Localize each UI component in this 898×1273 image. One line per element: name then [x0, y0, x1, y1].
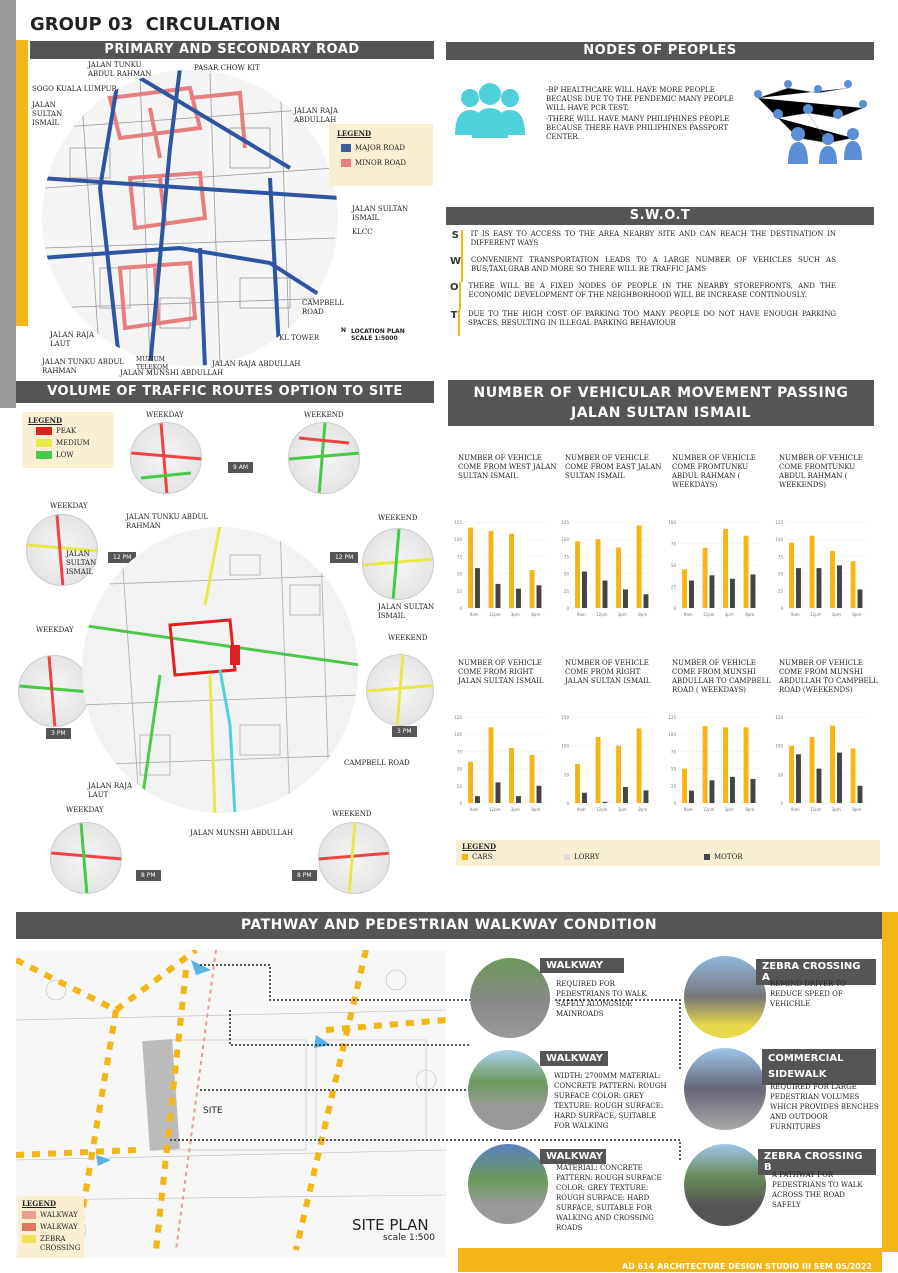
bar-cars-12pm [596, 737, 601, 803]
photo-zebra-b [684, 1144, 766, 1226]
y-tick-label: 50 [456, 571, 462, 577]
x-tick-label: 12pm [809, 612, 822, 617]
bar-motor-8pm [858, 786, 863, 803]
bar-cars-8pm [851, 749, 856, 803]
y-tick-label: 0 [673, 606, 676, 611]
photo-zebra-a [684, 956, 766, 1038]
volume-legend: LEGEND PEAK MEDIUM LOW [22, 412, 114, 468]
swot-item-t: T DUE TO THE HIGH COST OF PARKING TOO MANY PEOPLE DO NOT HAVE ENOUGH PARKING SPACES, RESULTING IN ILLEGAL PARKING BEHAVIOUR [450, 310, 836, 336]
x-tick-label: 12pm [595, 612, 608, 617]
label-jsi-left: JALAN SULTAN ISMAIL [32, 101, 63, 127]
x-tick-label: 3pm [510, 807, 520, 812]
bar-motor-8pm [537, 786, 542, 803]
people-icon [450, 80, 530, 140]
y-tick-label: 100 [561, 743, 569, 749]
bar-motor-3pm [516, 589, 521, 608]
left-yellow-strip [16, 40, 28, 326]
bar-motor-9am [475, 568, 480, 608]
x-tick-label: 12pm [702, 612, 715, 617]
traffic-map [80, 525, 360, 815]
bar-motor-9am [796, 754, 801, 803]
bar-motor-12pm [817, 769, 822, 803]
x-tick-label: 8pm [745, 807, 755, 812]
x-tick-label: 3pm [831, 612, 841, 617]
y-tick-label: 25 [456, 588, 462, 594]
label-raja-laut: JALAN RAJA LAUT [50, 331, 95, 348]
footer-text: AD 614 ARCHITECTURE DESIGN STUDIO III SEM 05/2022 [622, 1262, 872, 1271]
road-legend [329, 124, 433, 186]
swot-item-w: W CONVENIENT TRANSPORTATION LEADS TO A LARGE NUMBER OF VEHICLES SUCH AS BUS,TAXI,GRAB AND MORE SO THERE WILL BE TRAFFIC JAMS [450, 256, 836, 282]
y-tick-label: 0 [459, 606, 462, 611]
x-tick-label: 9am [683, 612, 693, 617]
chart-plot [452, 713, 548, 813]
y-tick-label: 75 [670, 749, 676, 755]
chart-title: NUMBER OF VEHICLE COME FROM MUNSHI ABDULLAH TO CAMPBELL ROAD (WEEKENDS) [779, 659, 878, 694]
label-muzium: MUZIUM TELEKOM [136, 356, 169, 371]
bar-cars-8pm [637, 728, 642, 803]
bar-cars-3pm [616, 547, 621, 608]
walkway-3-title: WALKWAY [540, 1149, 606, 1164]
bar-motor-12pm [603, 580, 608, 608]
bar-motor-9am [582, 572, 587, 608]
road-legend-title: LEGEND [337, 129, 372, 138]
bar-motor-3pm [837, 565, 842, 608]
bar-cars-3pm [509, 534, 514, 608]
commercial-desc: REQUIRED FOR LARGE PEDESTRIAN VOLUMES WHICH PROVIDES BENCHES AND OUTDOOR FURNITURES [770, 1083, 879, 1131]
chart-title: NUMBER OF VEHICLE COME FROM EAST JALAN SULTAN ISMAIL [565, 454, 662, 480]
bar-motor-9am [689, 791, 694, 803]
legend-lorry: LORRY [564, 853, 599, 862]
vehicle-chart-2 [561, 454, 664, 649]
legend-peak: PEAK [36, 427, 108, 436]
y-tick-label: 0 [459, 801, 462, 806]
bar-motor-12pm [496, 782, 501, 803]
walkway-2-desc: WIDTH: 2700MM MATERIAL: CONCRETE PATTERN: ROUGH SURFACE COLOR: GREY TEXTURE: ROUGH SURFACE: HARD SURFACE, SUITABLE FOR WALKING [554, 1072, 667, 1130]
bar-cars-3pm [830, 726, 835, 803]
bar-motor-9am [689, 580, 694, 608]
photo-commercial [684, 1048, 766, 1130]
y-tick-label: 125 [454, 715, 462, 720]
weekday-label-12pm: WEEKDAY [50, 502, 88, 510]
walkway-1-desc: REQUIRED FOR PEDESTRIANS TO WALK SAFELY ALONGSIDE MAINROADS [556, 980, 647, 1018]
bar-cars-9am [468, 762, 473, 803]
y-tick-label: 125 [668, 715, 676, 720]
bar-motor-3pm [837, 753, 842, 803]
bar-motor-9am [475, 796, 480, 803]
weekend-label-3pm: WEEKEND [388, 634, 428, 642]
chart-title: NUMBER OF VEHICLE COME FROM WEST JALAN SULTAN ISMAIL [458, 454, 557, 480]
x-tick-label: 9am [576, 807, 586, 812]
y-tick-label: 125 [775, 520, 783, 525]
vehicle-chart-7 [668, 659, 771, 854]
vol-label-tar: JALAN TUNKU ABDUL RAHMAN [126, 513, 209, 530]
swot-list [450, 230, 836, 336]
bar-motor-8pm [751, 779, 756, 803]
right-yellow-strip [882, 912, 898, 1252]
time-8pm-left: 8 PM [136, 870, 161, 881]
y-tick-label: 50 [563, 571, 569, 577]
y-tick-label: 75 [563, 554, 569, 560]
label-kl-tower: KL TOWER [279, 334, 320, 342]
label-jsi-right: JALAN SULTAN ISMAIL [352, 205, 409, 222]
time-8pm-right: 8 PM [292, 870, 317, 881]
y-tick-label: 75 [456, 749, 462, 755]
walkway-2-title: WALKWAY [540, 1051, 608, 1066]
vehicle-chart-1 [454, 454, 557, 649]
chart-title: NUMBER OF VEHICLE COME FROM RIGHT JALAN SULTAN ISMAIL [565, 659, 651, 685]
bar-motor-8pm [537, 585, 542, 608]
label-raja-abdullah: JALAN RAJA ABDULLAH [294, 107, 339, 124]
y-tick-label: 50 [777, 571, 783, 577]
weekend-label-12pm: WEEKEND [378, 514, 418, 522]
bar-motor-3pm [730, 777, 735, 803]
vehicle-chart-5 [454, 659, 557, 854]
legend-minor: MINOR ROAD [341, 159, 425, 168]
swot-title: S.W.O.T [446, 207, 874, 225]
bar-cars-8pm [744, 727, 749, 803]
vol-label-munshi: JALAN MUNSHI ABDULLAH [190, 829, 294, 837]
bar-motor-8pm [644, 790, 649, 803]
bar-cars-3pm [509, 748, 514, 803]
x-tick-label: 8pm [531, 612, 541, 617]
label-tar: JALAN TUNKU ABDUL RAHMAN [88, 61, 152, 78]
walkway-1-title: WALKWAY [540, 958, 624, 973]
time-3pm-left: 3 PM [46, 728, 71, 739]
x-tick-label: 12pm [488, 807, 501, 812]
map-weekday-9am [130, 422, 202, 494]
y-tick-label: 100 [454, 537, 462, 543]
bar-cars-12pm [810, 737, 815, 803]
chart-title: NUMBER OF VEHICLE COME FROMTUNKU ABDUL RAHMAN ( WEEKDAYS) [672, 454, 756, 489]
bar-motor-12pm [496, 584, 501, 608]
bar-cars-3pm [723, 727, 728, 803]
vol-label-jsi-left: JALAN SULTAN ISMAIL [66, 550, 97, 576]
x-tick-label: 12pm [809, 807, 822, 812]
y-tick-label: 75 [670, 541, 676, 547]
bar-cars-9am [789, 543, 794, 608]
nodes-desc-2: -THERE WILL HAVE MANY PHILIPHINES PEOPLE BECAUSE THERE HAVE PHILIPHINES PASSPORT CENTER. [546, 115, 730, 141]
time-9am: 9 AM [228, 462, 253, 473]
x-tick-label: 3pm [617, 807, 627, 812]
bar-cars-9am [682, 769, 687, 803]
zebra-a-title: ZEBRA CROSSING A [756, 959, 876, 985]
chart-plot [559, 713, 655, 813]
weekday-label-8pm: WEEKDAY [66, 806, 104, 814]
label-munshi: JALAN MUNSHI ABDULLAH [120, 369, 224, 377]
bar-cars-9am [575, 764, 580, 803]
x-tick-label: 8pm [638, 807, 648, 812]
vehicular-legend: LEGEND CARS LORRY MOTOR [456, 840, 880, 866]
legend-medium: MEDIUM [36, 439, 108, 448]
y-tick-label: 75 [777, 554, 783, 560]
label-raja-abd-bottom: JALAN RAJA ABDULLAH [212, 360, 301, 368]
bar-cars-8pm [637, 525, 642, 608]
bar-cars-12pm [596, 539, 601, 608]
vol-label-jsi-right: JALAN SULTAN ISMAIL [378, 603, 435, 620]
y-tick-label: 100 [668, 732, 676, 738]
chart-plot [666, 518, 762, 618]
map-weekday-8pm [50, 822, 122, 894]
bar-motor-3pm [623, 787, 628, 803]
weekend-label-8pm: WEEKEND [332, 810, 372, 818]
group-title: GROUP 03 CIRCULATION [30, 14, 281, 35]
map-weekend-12pm [362, 528, 434, 600]
x-tick-label: 8pm [745, 612, 755, 617]
volume-title: VOLUME OF TRAFFIC ROUTES OPTION TO SITE [16, 381, 434, 403]
x-tick-label: 3pm [724, 807, 734, 812]
legend-walk2: WALKWAY [22, 1223, 80, 1232]
x-tick-label: 8pm [531, 807, 541, 812]
x-tick-label: 9am [469, 612, 479, 617]
vol-label-raja-laut: JALAN RAJA LAUT [88, 782, 133, 799]
y-tick-label: 100 [668, 520, 676, 525]
y-tick-label: 0 [673, 801, 676, 806]
y-tick-label: 0 [566, 801, 569, 806]
footer-bar [458, 1248, 882, 1272]
bar-motor-12pm [817, 568, 822, 608]
time-3pm-right: 3 PM [392, 726, 417, 737]
bar-cars-3pm [616, 746, 621, 803]
x-tick-label: 9am [683, 807, 693, 812]
x-tick-label: 8pm [852, 807, 862, 812]
bar-cars-9am [789, 746, 794, 803]
weekday-label-9am: WEEKDAY [146, 411, 184, 419]
x-tick-label: 9am [469, 807, 479, 812]
chart-title: NUMBER OF VEHICLE COME FROM MUNSHI ABDULLAH TO CAMPBELL ROAD ( WEEKDAYS) [672, 659, 771, 694]
vehicle-chart-8 [775, 659, 878, 854]
x-tick-label: 12pm [702, 807, 715, 812]
pathway-legend: LEGEND WALKWAY WALKWAY ZEBRA CROSSING [18, 1196, 84, 1258]
site-label: SITE [203, 1106, 223, 1116]
label-tar-bottom: JALAN TUNKU ABDUL RAHMAN [42, 358, 125, 375]
y-tick-label: 100 [775, 537, 783, 543]
y-tick-label: 125 [561, 520, 569, 525]
y-tick-label: 25 [563, 588, 569, 594]
chart-plot [452, 518, 548, 618]
zebra-b-title: ZEBRA CROSSING B [758, 1149, 876, 1175]
weekday-label-3pm: WEEKDAY [36, 626, 74, 634]
bar-cars-12pm [703, 548, 708, 608]
walkway-3-desc: MATERIAL: CONCRETE PATTERN: ROUGH SURFACE COLOR: GREY TEXTURE: ROUGH SURFACE: HARD SURFACE, SUITABLE FOR WALKING AND CROSSING ROADS [556, 1164, 662, 1232]
bar-cars-9am [682, 569, 687, 608]
bar-motor-9am [796, 568, 801, 608]
y-tick-label: 25 [777, 588, 783, 594]
bar-motor-8pm [751, 574, 756, 608]
chart-plot [559, 518, 655, 618]
y-tick-label: 0 [780, 801, 783, 806]
bar-motor-12pm [710, 575, 715, 608]
y-tick-label: 0 [780, 606, 783, 611]
legend-cars: CARS [462, 853, 492, 862]
y-tick-label: 100 [561, 537, 569, 543]
bar-cars-12pm [489, 727, 494, 803]
x-tick-label: 3pm [510, 612, 520, 617]
label-sogo: SOGO KUALA LUMPUR [32, 85, 117, 93]
swot-item-s: S IT IS EASY TO ACCESS TO THE AREA NEARBY SITE AND CAN REACH THE DESTINATION IN DIFFERENT WAYS [450, 230, 836, 256]
bar-cars-3pm [723, 529, 728, 608]
y-tick-label: 50 [670, 766, 676, 772]
label-pasar-chow-kit: PASAR CHOW KIT [194, 64, 260, 72]
bar-cars-8pm [744, 536, 749, 608]
x-tick-label: 8pm [852, 612, 862, 617]
legend-zebra: ZEBRA CROSSING [22, 1235, 80, 1253]
y-tick-label: 100 [775, 743, 783, 749]
y-tick-label: 50 [456, 766, 462, 772]
chart-title: NUMBER OF VEHICLE COME FROMTUNKU ABDUL RAHMAN ( WEEKENDS) [779, 454, 863, 489]
label-klcc: KLCC [352, 228, 373, 236]
y-tick-label: 150 [561, 715, 569, 720]
time-12pm-left: 12 PM [108, 552, 136, 563]
legend-motor: MOTOR [704, 853, 743, 862]
y-tick-label: 50 [563, 772, 569, 778]
bar-motor-8pm [858, 589, 863, 608]
legend-low: LOW [36, 451, 108, 460]
north-arrow: N [341, 327, 347, 334]
map-weekend-8pm [318, 822, 390, 894]
bar-cars-8pm [851, 561, 856, 608]
legend-walk1: WALKWAY [22, 1211, 80, 1220]
x-tick-label: 9am [790, 807, 800, 812]
x-tick-label: 9am [790, 612, 800, 617]
map-weekend-9am [288, 422, 360, 494]
photo-walkway-2 [468, 1050, 548, 1130]
chart-title: NUMBER OF VEHICLE COME FROM RIGHT JALAN SULTAN ISMAIL [458, 659, 544, 685]
pathway-title: PATHWAY AND PEDESTRIAN WALKWAY CONDITION [16, 912, 882, 939]
swot-item-o: O THERE WILL BE A FIXED NODES OF PEOPLE IN THE NEARBY STOREFRONTS, AND THE ECONOMIC DEVELOPMENT OF THE NEIGHBORHOOD WILL BE INCREASE CONTINOUSLY. [450, 282, 836, 310]
chart-area [448, 440, 878, 830]
bar-motor-3pm [730, 579, 735, 608]
x-tick-label: 3pm [724, 612, 734, 617]
vehicle-chart-6 [561, 659, 664, 854]
vehicular-title: NUMBER OF VEHICULAR MOVEMENT PASSING JALAN SULTAN ISMAIL [448, 380, 874, 426]
chart-plot [666, 713, 762, 813]
bar-cars-9am [468, 528, 473, 608]
y-tick-label: 50 [670, 563, 676, 568]
x-tick-label: 3pm [831, 807, 841, 812]
bar-cars-12pm [703, 726, 708, 803]
y-tick-label: 25 [670, 584, 676, 590]
bar-motor-12pm [710, 780, 715, 803]
zebra-a-desc: REMIND DRIVER TO REDUCE SPEED OF VEHICHLE [770, 980, 846, 1008]
photo-walkway-3 [468, 1144, 548, 1224]
bar-cars-9am [575, 541, 580, 608]
y-tick-label: 25 [456, 783, 462, 789]
roads-section-title: PRIMARY AND SECONDARY ROAD [30, 41, 434, 59]
nodes-title: NODES OF PEOPLES [446, 42, 874, 60]
y-tick-label: 50 [777, 772, 783, 778]
y-tick-label: 125 [454, 520, 462, 525]
x-tick-label: 9am [576, 612, 586, 617]
y-tick-label: 0 [566, 606, 569, 611]
weekend-label-9am: WEEKEND [304, 411, 344, 419]
bar-cars-8pm [530, 570, 535, 608]
zebra-b-desc: A PATHWAY FOR PEDESTRIANS TO WALK ACROSS THE ROAD SAFELY [772, 1171, 863, 1209]
location-plan: N LOCATION PLAN SCALE 1:5000 [341, 327, 405, 342]
y-tick-label: 25 [670, 783, 676, 789]
vehicle-chart-3 [668, 454, 771, 649]
x-tick-label: 12pm [595, 807, 608, 812]
time-12pm-right: 12 PM [330, 552, 358, 563]
network-people-icon [748, 78, 874, 168]
chart-plot [773, 713, 869, 813]
x-tick-label: 8pm [638, 612, 648, 617]
vehicle-chart-4 [775, 454, 878, 649]
bar-motor-3pm [623, 589, 628, 608]
bar-motor-12pm [603, 802, 608, 803]
left-grey-strip [0, 0, 16, 408]
bar-cars-8pm [530, 755, 535, 803]
chart-plot [773, 518, 869, 618]
bar-cars-3pm [830, 551, 835, 608]
x-tick-label: 12pm [488, 612, 501, 617]
bar-cars-12pm [489, 531, 494, 608]
label-campbell: CAMPBELL ROAD [302, 299, 344, 316]
nodes-desc-1: -BP HEALTHCARE WILL HAVE MORE PEOPLE BECAUSE DUE TO THE PENDEMIC MANY PEOPLE WILL HAVE PCR TEST. [546, 86, 734, 112]
photo-walkway-1 [470, 958, 550, 1038]
legend-major: MAJOR ROAD [341, 144, 425, 153]
y-tick-label: 75 [456, 554, 462, 560]
bar-motor-8pm [644, 594, 649, 608]
y-tick-label: 100 [454, 732, 462, 738]
bar-motor-9am [582, 793, 587, 803]
site-plan-title: SITE PLAN [352, 1216, 429, 1234]
commercial-title: COMMERCIAL SIDEWALK [762, 1049, 876, 1085]
x-tick-label: 3pm [617, 612, 627, 617]
bar-cars-12pm [810, 536, 815, 608]
vol-label-campbell: CAMPBELL ROAD [344, 759, 410, 767]
bar-motor-3pm [516, 796, 521, 803]
site-plan-scale: scale 1:500 [383, 1233, 435, 1243]
map-weekend-3pm [366, 654, 434, 726]
y-tick-label: 150 [775, 715, 783, 720]
